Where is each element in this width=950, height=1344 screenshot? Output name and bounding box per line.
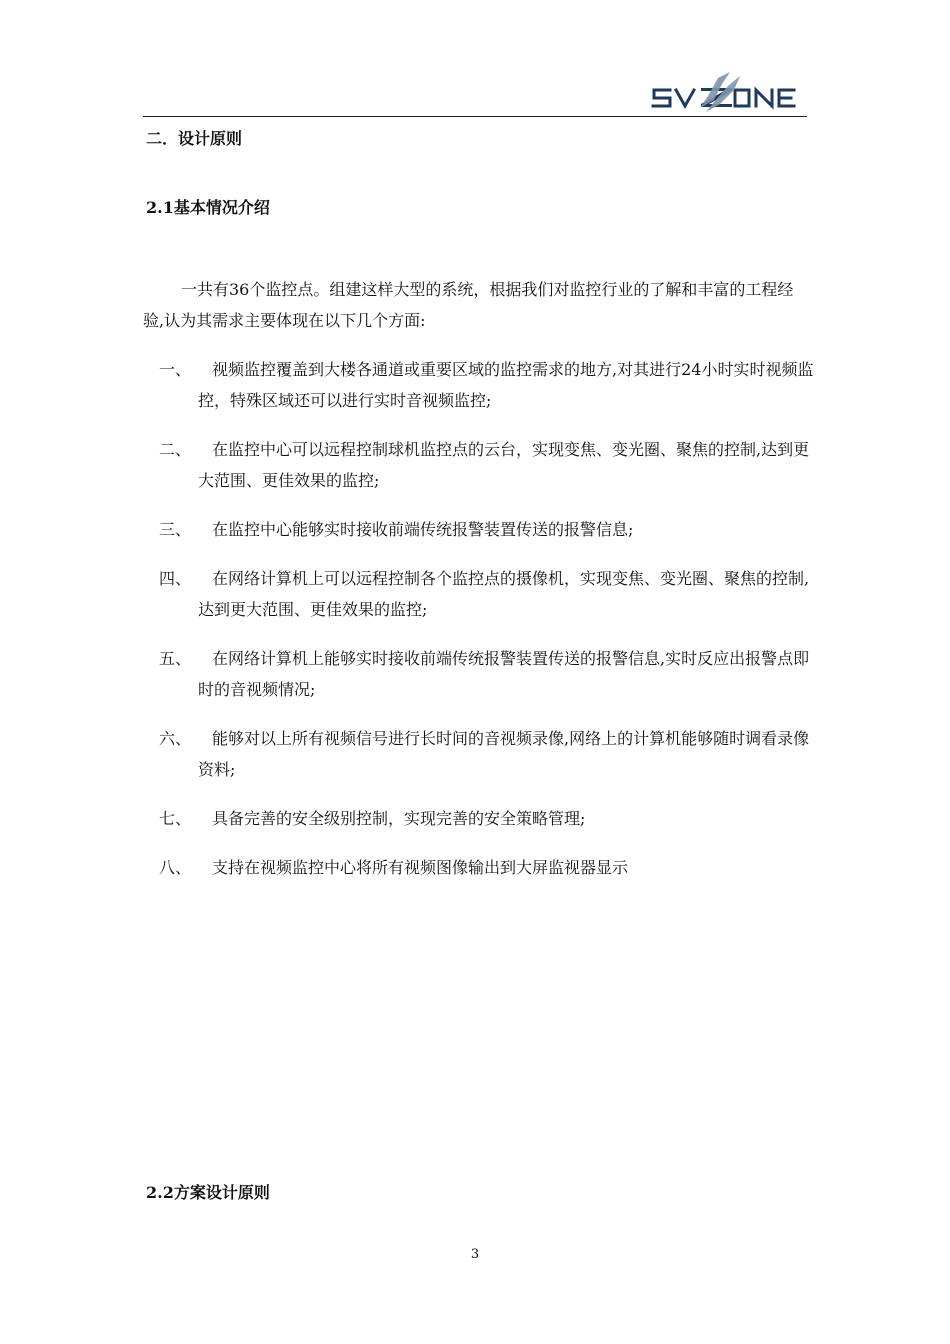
intro-paragraph: 一共有36个监控点。组建这样大型的系统，根据我们对监控行业的了解和丰富的工程经验,认为其需求主要体现在以下几个方面:	[143, 280, 794, 330]
list-item-number: 一、	[159, 360, 192, 379]
list-item-number: 八、	[159, 858, 192, 877]
list-item	[143, 434, 823, 496]
list-item-text: 具备完善的安全级别控制，实现完善的安全策略管理;	[212, 809, 586, 828]
header-rule	[143, 116, 807, 117]
subsection-title-2-2: 2.2方案设计原则	[146, 1183, 270, 1202]
list-item-text: 在监控中心可以远程控制球机监控点的云台，实现变焦、变光圈、聚焦的控制,达到更大范围、更佳效果的监控;	[198, 440, 810, 490]
list-item-number: 三、	[159, 520, 192, 539]
list-item	[143, 563, 823, 625]
section-title: 二．设计原则	[146, 129, 243, 148]
logo-wordmark: SVZONE	[648, 115, 653, 116]
list-item-text: 支持在视频监控中心将所有视频图像输出到大屏监视器显示	[212, 858, 629, 877]
list-item-number: 四、	[159, 569, 192, 588]
list-item	[143, 803, 823, 834]
list-item-text: 在监控中心能够实时接收前端传统报警装置传送的报警信息;	[212, 520, 634, 539]
list-item	[143, 643, 823, 705]
list-item-text: 视频监控覆盖到大楼各通道或重要区域的监控需求的地方,对其进行24小时实时视频监控，特殊区域还可以进行实时音视频监控;	[198, 360, 814, 410]
page-number: 3	[470, 1247, 480, 1262]
list-item	[143, 723, 823, 785]
list-item	[143, 514, 823, 545]
company-logo	[648, 66, 810, 116]
list-item	[143, 852, 823, 883]
list-item-number: 七、	[159, 809, 192, 828]
list-item-text: 在网络计算机上可以远程控制各个监控点的摄像机，实现变焦、变光圈、聚焦的控制,达到更大范围、更佳效果的监控;	[198, 569, 810, 619]
list-item-number: 六、	[159, 729, 192, 748]
list-item-text: 能够对以上所有视频信号进行长时间的音视频录像,网络上的计算机能够随时调看录像资料;	[198, 729, 810, 779]
list-item-number: 二、	[159, 440, 192, 459]
list-item	[143, 354, 823, 416]
intro-paragraph-block	[143, 274, 807, 336]
requirements-list	[143, 354, 823, 901]
subsection-title-2-1: 2.1基本情况介绍	[146, 198, 270, 217]
list-item-text: 在网络计算机上能够实时接收前端传统报警装置传送的报警信息,实时反应出报警点即时的音视频情况;	[198, 649, 810, 699]
list-item-number: 五、	[159, 649, 192, 668]
